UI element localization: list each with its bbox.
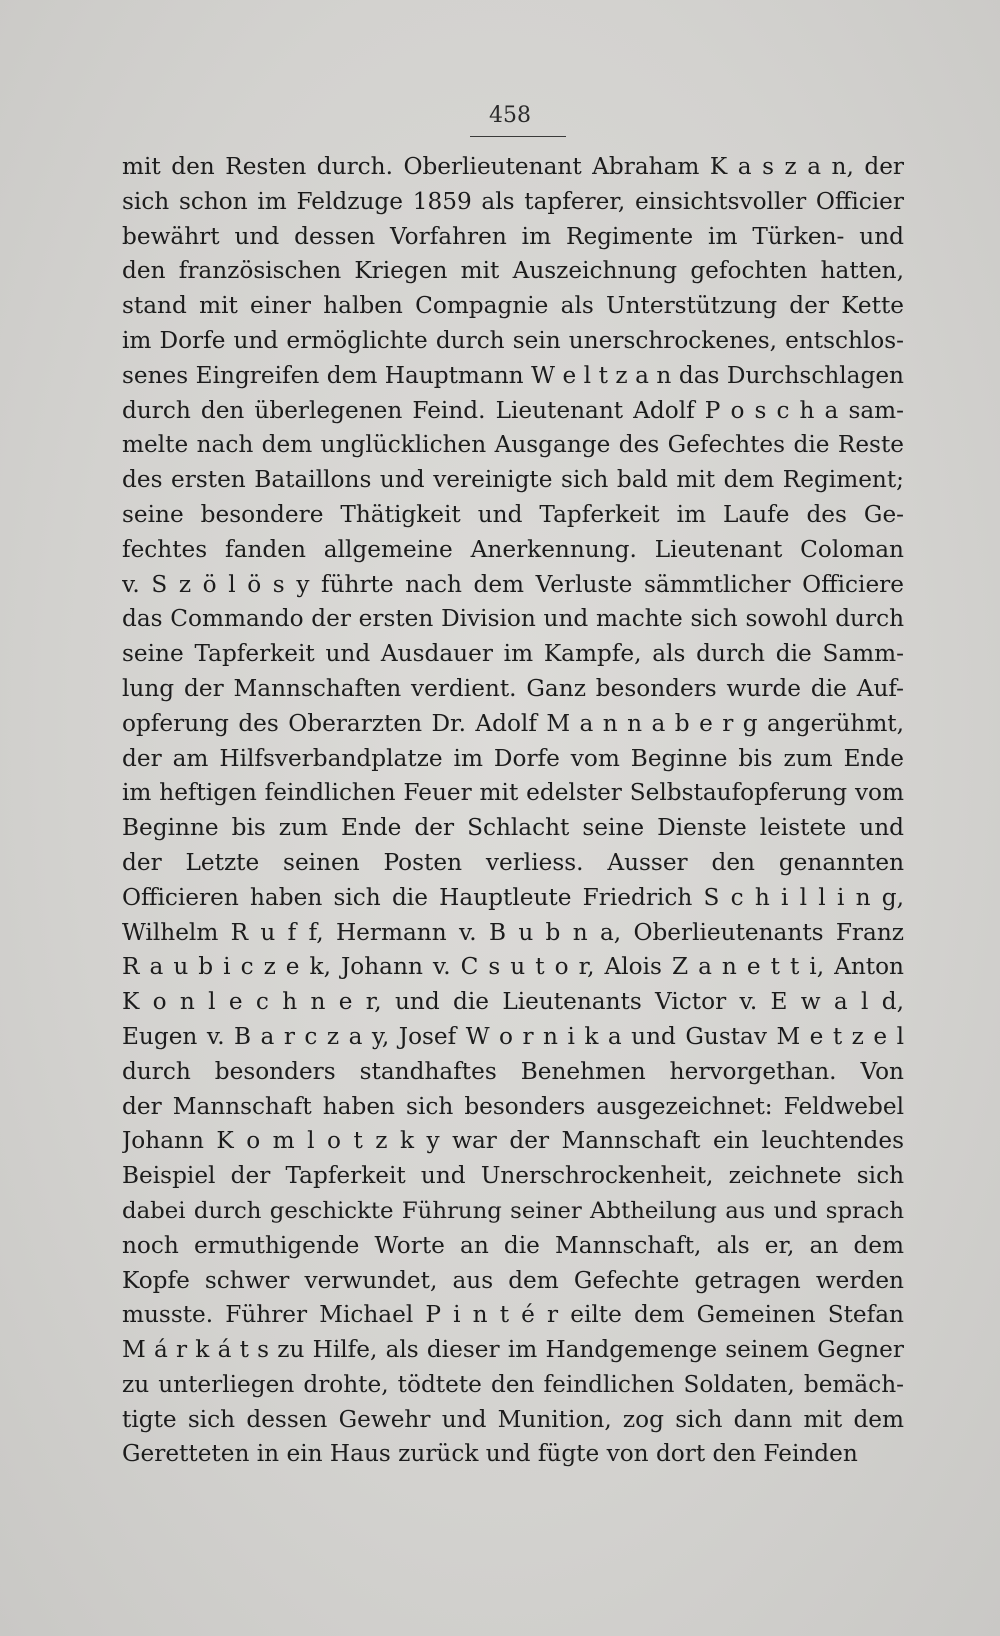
text-line: fechtes fanden allgemeine Anerkennung. Lieutenant Coloman <box>122 535 904 563</box>
text-line: der Mannschaft haben sich besonders ausgezeichnet: Feldwebel <box>122 1092 904 1120</box>
text-line: sich schon im Feldzuge 1859 als tapferer, einsichtsvoller Officier <box>122 187 904 215</box>
text-line: Beginne bis zum Ende der Schlacht seine Dienste leistete und <box>122 814 904 842</box>
text-line: opferung des Oberarzten Dr. Adolf M a n n a b e r g angerühmt, <box>122 709 904 737</box>
text-line: stand mit einer halben Compagnie als Unterstützung der Kette <box>122 292 904 320</box>
text-line: musste. Führer Michael P i n t é r eilte dem Gemeinen Stefan <box>122 1301 904 1329</box>
text-line: der Letzte seinen Posten verliess. Ausser den genannten <box>122 848 904 876</box>
text-line: durch den überlegenen Feind. Lieutenant Adolf P o s c h a sam- <box>122 396 904 424</box>
text-line: Johann K o m l o t z k y war der Mannschaft ein leuchtendes <box>122 1127 904 1155</box>
text-line: melte nach dem unglücklichen Ausgange des Gefechtes die Reste <box>122 431 904 459</box>
text-line: Wilhelm R u f f, Hermann v. B u b n a, Oberlieutenants Franz <box>122 918 904 946</box>
text-line: seine besondere Thätigkeit und Tapferkeit im Laufe des Ge- <box>122 500 904 528</box>
text-line: des ersten Bataillons und vereinigte sich bald mit dem Regiment; <box>122 466 904 494</box>
text-line: im Dorfe und ermöglichte durch sein unerschrockenes, entschlos- <box>122 326 904 354</box>
text-line: K o n l e c h n e r, und die Lieutenants Victor v. E w a l d, <box>122 988 904 1016</box>
text-line: R a u b i c z e k, Johann v. C s u t o r, Alois Z a n e t t i, Anton <box>122 953 904 981</box>
text-line: Eugen v. B a r c z a y, Josef W o r n i k a und Gustav M e t z e l <box>122 1022 904 1050</box>
page-number-rule <box>470 136 566 137</box>
text-line: zu unterliegen drohte, tödtete den feindlichen Soldaten, bemäch- <box>122 1370 904 1398</box>
text-line: bewährt und dessen Vorfahren im Regimente im Türken- und <box>122 222 904 250</box>
text-line: tigte sich dessen Gewehr und Munition, zog sich dann mit dem <box>122 1405 904 1433</box>
text-line: dabei durch geschickte Führung seiner Abtheilung aus und sprach <box>122 1197 904 1224</box>
text-line: seine Tapferkeit und Ausdauer im Kampfe, als durch die Samm- <box>122 640 904 668</box>
text-line: Geretteten in ein Haus zurück und fügte von dort den Feinden <box>122 1440 858 1468</box>
body-text <box>122 150 904 1472</box>
text-line: durch besonders standhaftes Benehmen hervorgethan. Von <box>122 1057 904 1085</box>
text-line: Kopfe schwer verwundet, aus dem Gefechte getragen werden <box>122 1266 904 1294</box>
text-line: lung der Mannschaften verdient. Ganz besonders wurde die Auf- <box>122 674 904 702</box>
text-line: M á r k á t s zu Hilfe, als dieser im Handgemenge seinem Gegner <box>122 1336 904 1364</box>
text-line: noch ermuthigende Worte an die Mannschaft, als er, an dem <box>122 1231 904 1259</box>
text-line: Officieren haben sich die Hauptleute Friedrich S c h i l l i n g, <box>122 883 904 911</box>
page-number: 458 <box>489 103 531 128</box>
text-line: v. S z ö l ö s y führte nach dem Verluste sämmtlicher Officiere <box>122 570 904 598</box>
text-line: das Commando der ersten Division und machte sich sowohl durch <box>122 605 904 633</box>
text-line: den französischen Kriegen mit Auszeichnung gefochten hatten, <box>122 257 904 285</box>
text-line: mit den Resten durch. Oberlieutenant Abraham K a s z a n, der <box>122 153 904 180</box>
text-line: im heftigen feindlichen Feuer mit edelster Selbstaufopferung vom <box>122 779 904 807</box>
text-line: Beispiel der Tapferkeit und Unerschrockenheit, zeichnete sich <box>122 1162 904 1190</box>
text-line: senes Eingreifen dem Hauptmann W e l t z a n das Durchschlagen <box>122 361 904 389</box>
text-line: der am Hilfsverbandplatze im Dorfe vom Beginne bis zum Ende <box>122 744 904 772</box>
